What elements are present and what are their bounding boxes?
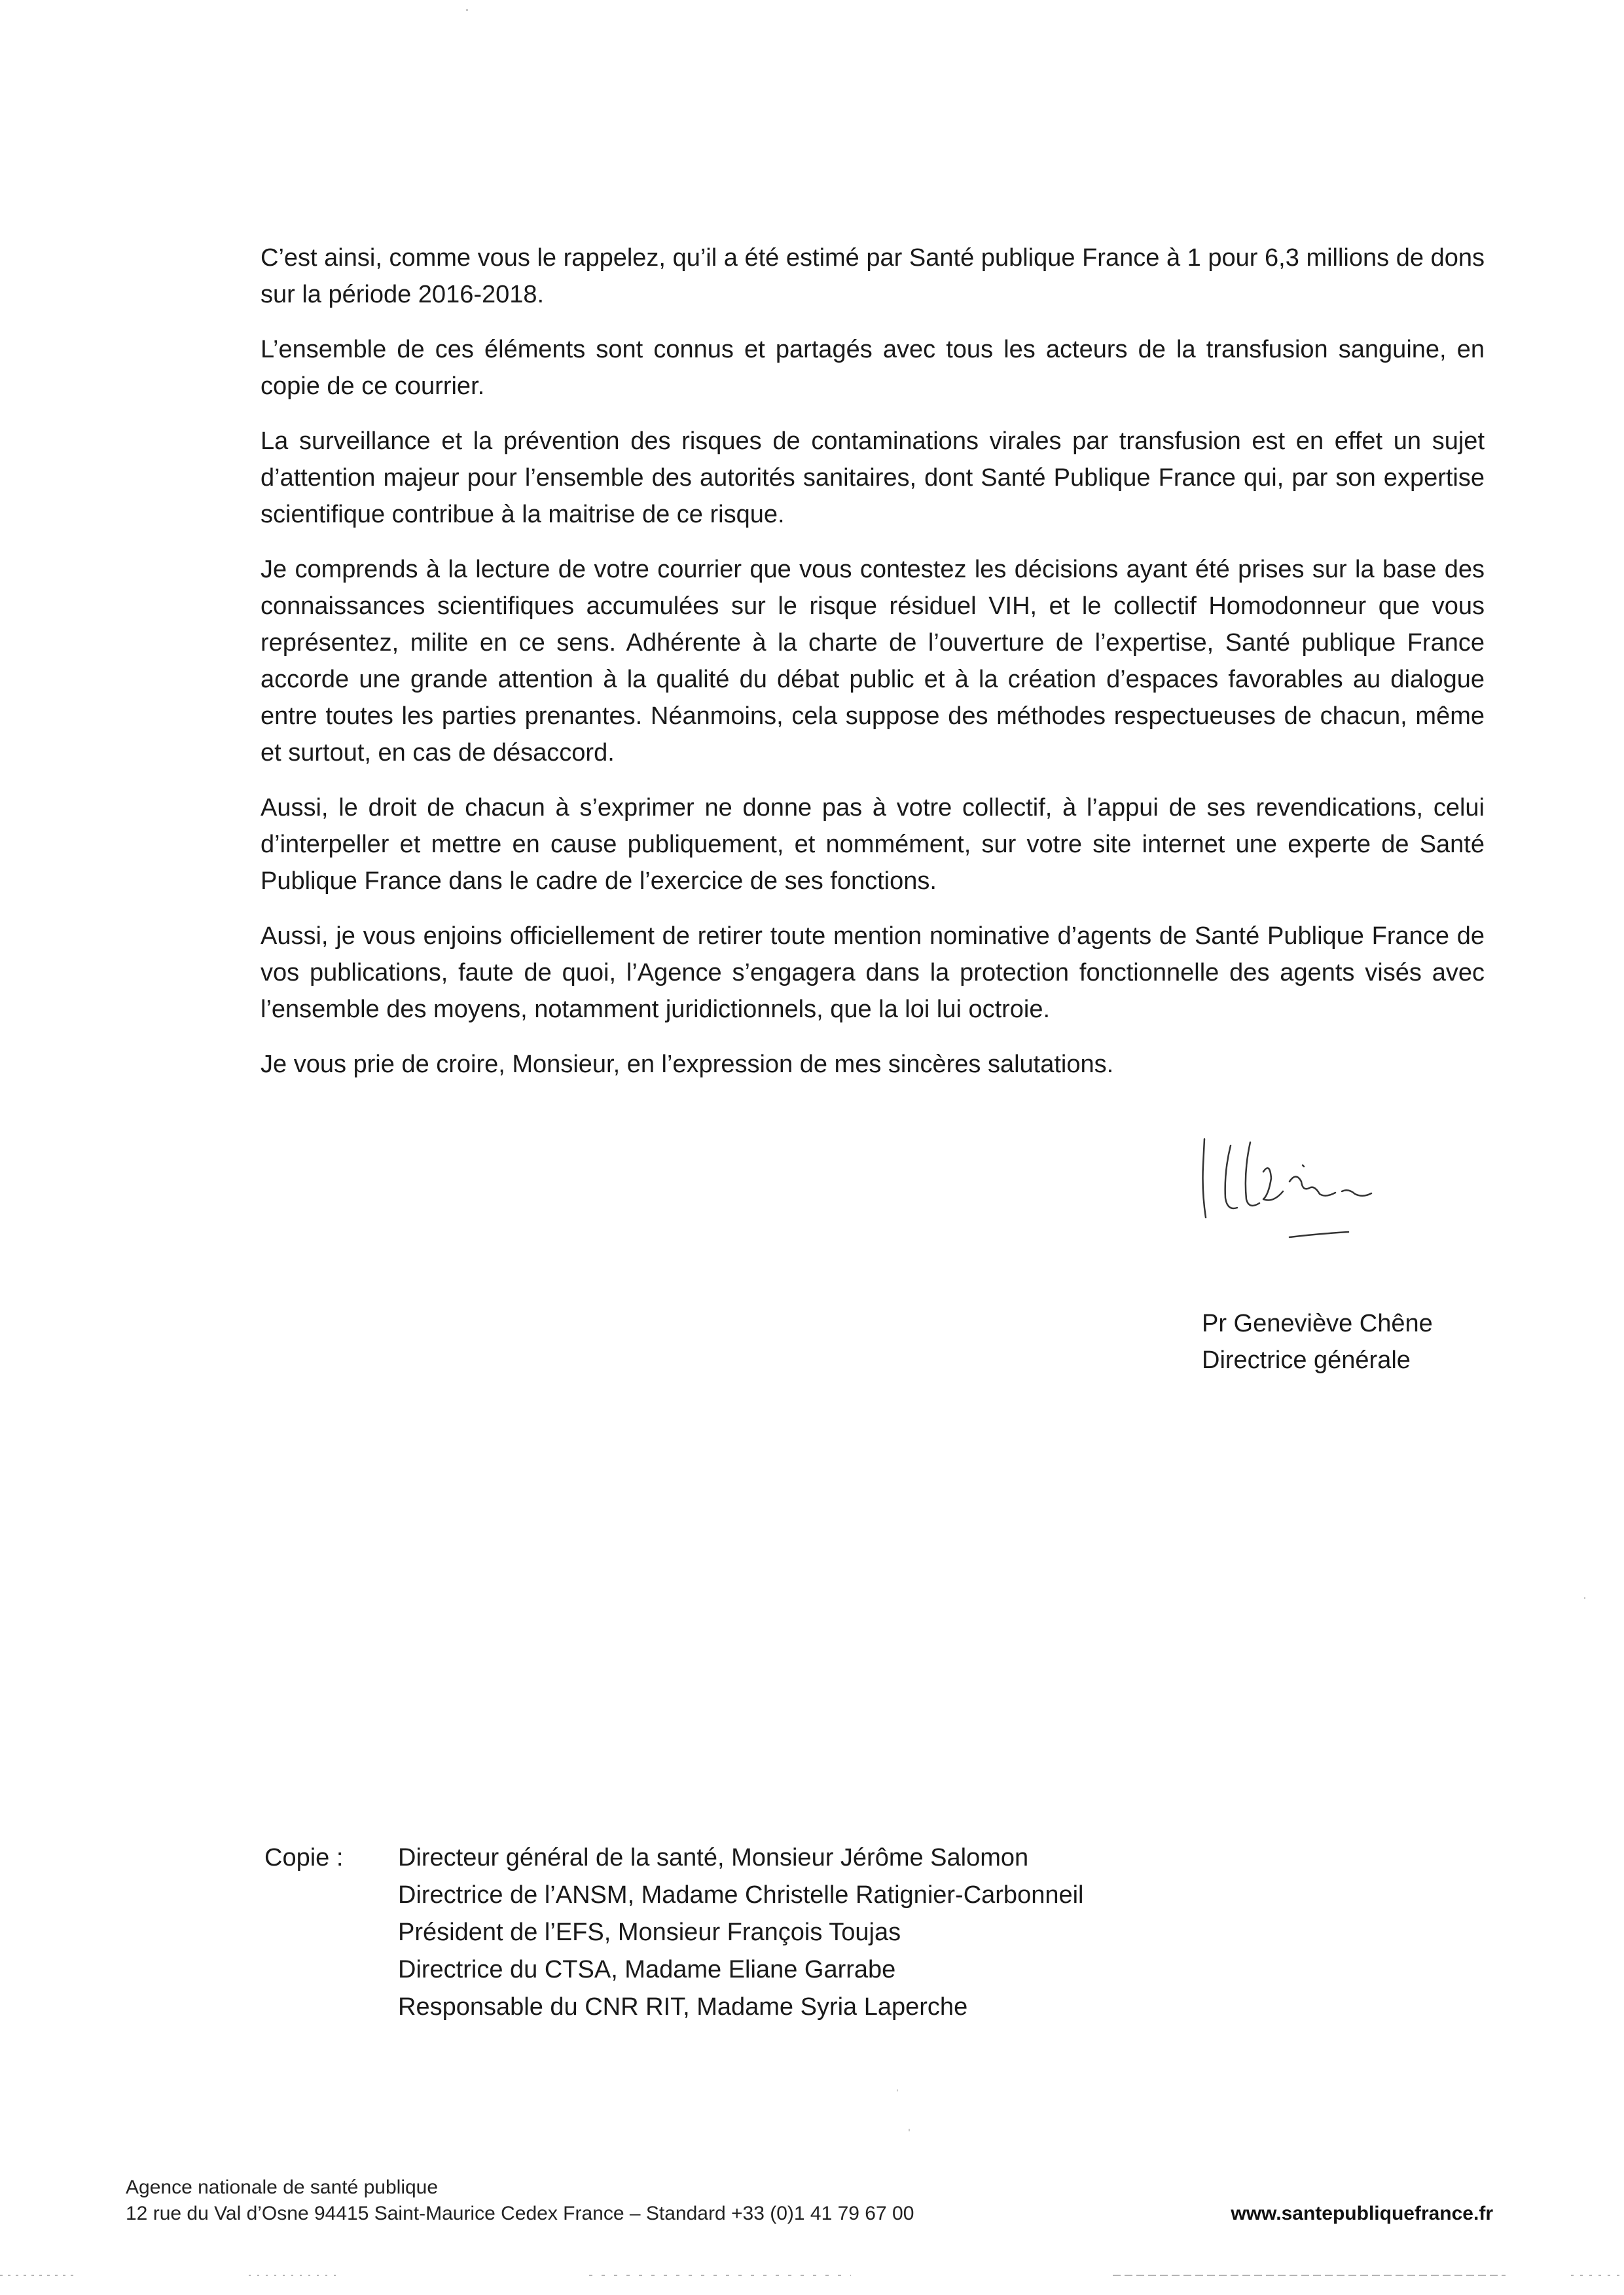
scan-speck: [466, 9, 468, 11]
scan-speck: [897, 2089, 898, 2091]
copy-recipient: Président de l’EFS, Monsieur François Toujas: [398, 1919, 901, 1946]
signatory-title: Directrice générale: [1202, 1346, 1411, 1374]
copy-recipient: Responsable du CNR RIT, Madame Syria Laperche: [398, 1993, 968, 2021]
scan-speck: [909, 2129, 910, 2131]
paragraph-shared-elements: L’ensemble de ces éléments sont connus et partagés avec tous les acteurs de la transfusion sanguine, en copie de ce courrier.: [261, 336, 1485, 400]
paragraph-risk-estimate: C’est ainsi, comme vous le rappelez, qu’il a été estimé par Santé publique France à 1 pour 6,3 millions de dons sur la période 2016-2018.: [261, 244, 1485, 308]
copies-list: [398, 1839, 1084, 2026]
handwritten-signature: [1191, 1126, 1414, 1263]
paragraph-injunction: Aussi, je vous enjoins officiellement de retirer toute mention nominative d’agents de Santé Publique France de vos publications, faute de quoi, l’Agence s’engagera dans la protection fonctionnelle des agents visés avec l’ensemble des moyens, notamment juridictionnels, que la loi lui octroie.: [261, 922, 1485, 1023]
copy-recipient: Directeur général de la santé, Monsieur Jérôme Salomon: [398, 1844, 1029, 1871]
paragraph-right-to-expression: Aussi, le droit de chacun à s’exprimer ne donne pas à votre collectif, à l’appui de ses revendications, celui d’interpeller et mettre en cause publiquement, et nommément, sur votre site internet une experte de Santé Publique France dans le cadre de l’exercice de ses fonctions.: [261, 794, 1485, 895]
footer-address-block: [126, 2175, 914, 2227]
signatory-name: Pr Geneviève Chêne: [1202, 1310, 1433, 1337]
copy-recipient: Directrice de l’ANSM, Madame Christelle Ratignier-Carbonneil: [398, 1881, 1084, 1909]
footer-website: www.santepubliquefrance.fr: [1231, 2203, 1493, 2224]
letter-body: [261, 240, 1485, 1101]
scan-edge-artifacts: [0, 2273, 1624, 2278]
scan-speck: [1584, 1597, 1585, 1599]
footer-address: 12 rue du Val d’Osne 94415 Saint-Maurice Cedex France – Standard +33 (0)1 41 79 67 00: [126, 2203, 914, 2224]
footer-agency-name: Agence nationale de santé publique: [126, 2177, 439, 2198]
copy-recipient: Directrice du CTSA, Madame Eliane Garrabe: [398, 1956, 896, 1983]
paragraph-contested-decisions: Je comprends à la lecture de votre courrier que vous contestez les décisions ayant été prises sur la base des connaissances scientifiques accumulées sur le risque résiduel VIH, et le collectif Homodonneur que vous représentez, milite en ce sens. Adhérente à la charte de l’ouverture de l’expertise, Santé publique France accorde une grande attention à la qualité du débat public et à la création d’espaces favorables au dialogue entre toutes les parties prenantes. Néanmoins, cela suppose des méthodes respectueuses de chacun, même et surtout, en cas de désaccord.: [261, 556, 1485, 767]
copies-label: Copie :: [264, 1844, 344, 1871]
paragraph-surveillance: La surveillance et la prévention des risques de contaminations virales par transfusion est en effet un sujet d’attention majeur pour l’ensemble des autorités sanitaires, dont Santé Publique France qui, par son expertise scientifique contribue à la maitrise de ce risque.: [261, 427, 1485, 528]
signatory-block: [1202, 1305, 1433, 1379]
paragraph-closing: Je vous prie de croire, Monsieur, en l’expression de mes sincères salutations.: [261, 1051, 1114, 1078]
